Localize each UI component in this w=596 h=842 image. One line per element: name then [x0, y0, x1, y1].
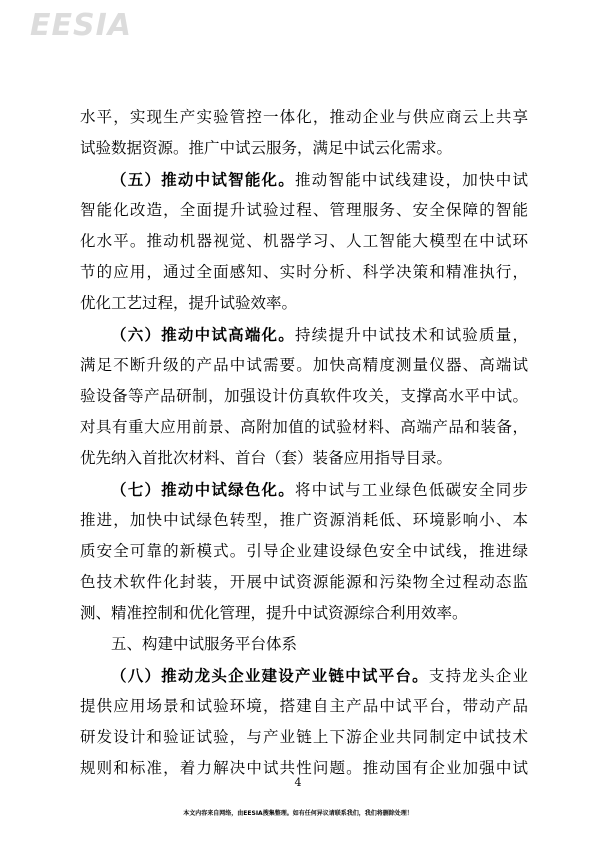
paragraph-first-line [80, 164, 528, 195]
text-line: 验设备等产品研制，加强设计仿真软件攻关，支撑高水平中试。 [80, 387, 528, 405]
paragraph-text: 持续提升中试技术和试验质量， [295, 326, 528, 344]
page-number: 4 [294, 776, 302, 789]
text-line: 推进，加快中试绿色转型，推广资源消耗低、环境影响小、本 [80, 511, 528, 529]
text-line: 试验数据资源。推广中试云服务，满足中试云化需求。 [80, 139, 453, 157]
section-heading: （五）推动中试智能化。 [111, 170, 296, 189]
text-line: 智能化改造，全面提升试验过程、管理服务、安全保障的智能 [80, 201, 528, 219]
paragraph-first-line [80, 474, 528, 505]
section-heading: （七）推动中试绿色化。 [111, 480, 296, 499]
text-line: 对具有重大应用前景、高附加值的试验材料、高端产品和装备， [80, 418, 528, 436]
text-line: 水平，实现生产实验管控一体化，推动企业与供应商云上共享 [80, 108, 528, 126]
paragraph-text: 推动智能中试线建设，加快中试 [295, 171, 528, 189]
text-line: 满足不断升级的产品中试需要。加快高精度测量仪器、高端试 [80, 356, 528, 374]
section-title: 五、构建中试服务平台体系 [111, 635, 298, 653]
text-line: 优化工艺过程，提升试验效率。 [80, 294, 298, 312]
text-line: 优先纳入首批次材料、首台（套）装备应用指导目录。 [80, 449, 453, 467]
paragraph-text: 支持龙头企业 [428, 667, 528, 685]
document-body [80, 102, 528, 784]
text-line: 规则和标准，着力解决中试共性问题。推动国有企业加强中试 [80, 759, 528, 777]
text-line: 研发设计和验证试验，与产业链上下游企业共同制定中试技术 [80, 728, 528, 746]
text-line: 质安全可靠的新模式。引导企业建设绿色安全中试线，推进绿 [80, 542, 528, 560]
paragraph-first-line [80, 319, 528, 350]
text-line: 节的应用，通过全面感知、实时分析、科学决策和精准执行， [80, 263, 528, 281]
text-line: 测、精准控制和优化管理，提升中试资源综合利用效率。 [80, 604, 468, 622]
text-line: 提供应用场景和试验环境，搭建自主产品中试平台，带动产品 [80, 697, 528, 715]
eesia-logo: EESIA [30, 8, 132, 43]
section-heading: （八）推动龙头企业建设产业链中试平台。 [111, 666, 429, 685]
paragraph-text: 将中试与工业绿色低碳安全同步 [295, 481, 528, 499]
footer-disclaimer: 本文内容来自网络，由EESIA搜集整理。如有任何异议请联系我们，我们将删除处理！ [183, 810, 413, 817]
section-heading: （六）推动中试高端化。 [111, 325, 296, 344]
text-line: 化水平。推动机器视觉、机器学习、人工智能大模型在中试环 [80, 232, 528, 250]
paragraph-first-line [80, 660, 528, 691]
text-line: 色技术软件化封装，开展中试资源能源和污染物全过程动态监 [80, 573, 528, 591]
